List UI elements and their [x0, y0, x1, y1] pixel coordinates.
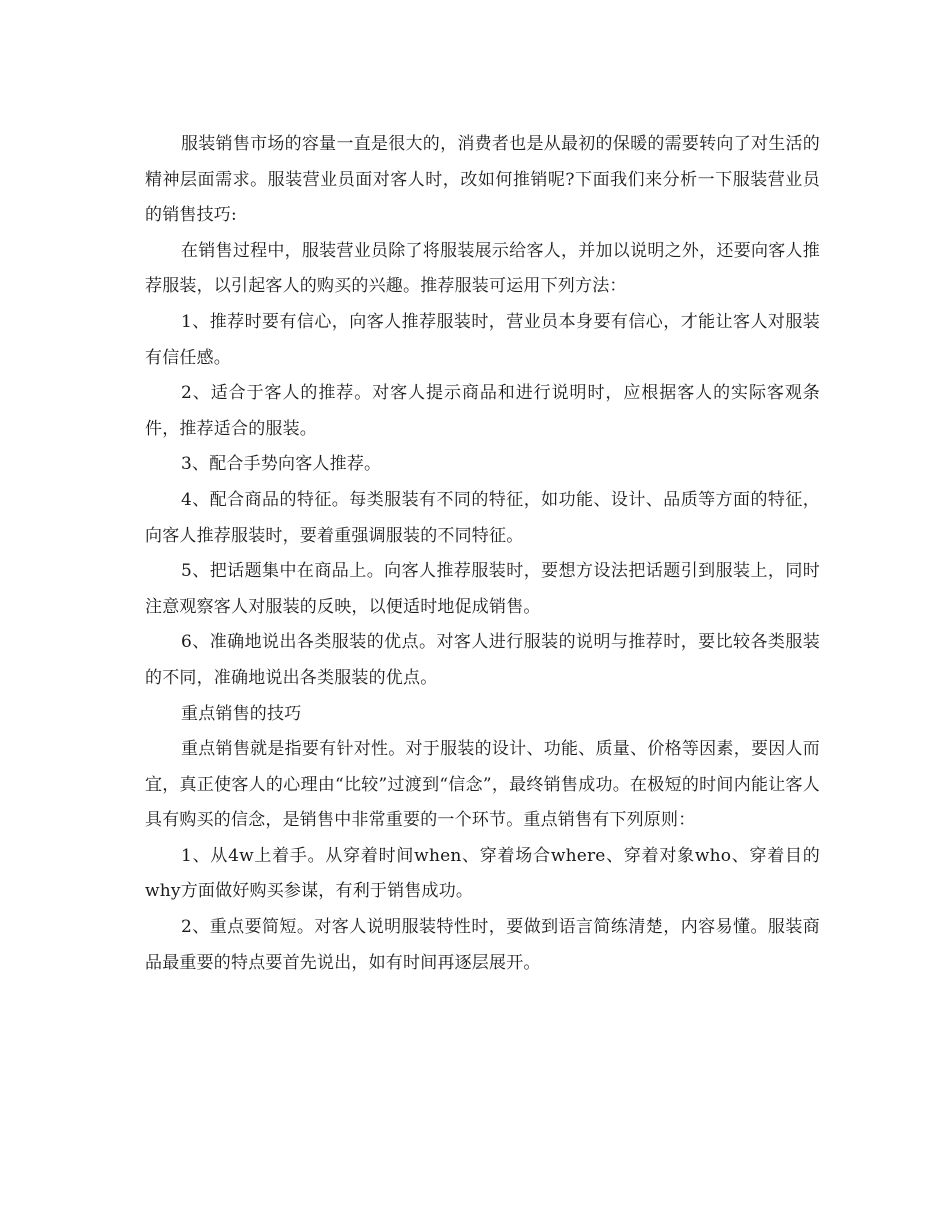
paragraph-principle-2: 2、重点要简短。对客人说明服装特性时，要做到语言简练清楚，内容易懂。服装商品最重要的特点要首先说出，如有时间再逐层展开。 [145, 917, 820, 973]
paragraph-method-4: 4、配合商品的特征。每类服装有不同的特征，如功能、设计、品质等方面的特征，向客人推荐服装时，要着重强调服装的不同特征。 [145, 489, 820, 546]
section-heading: 重点销售的技巧 [181, 703, 302, 724]
document-body [145, 127, 820, 981]
paragraph-intro: 服装销售市场的容量一直是很大的，消费者也是从最初的保暖的需要转向了对生活的精神层面需求。服装营业员面对客人时，改如何推销呢?下面我们来分析一下服装营业员的销售技巧: [145, 134, 820, 226]
paragraph-key-sales: 重点销售就是指要有针对性。对于服装的设计、功能、质量、价格等因素，要因人而宜，真正使客人的心理由“比较”过渡到“信念”，最终销售成功。在极短的时间内能让客人具有购买的信念，是销售中非常重要的一个环节。重点销售有下列原则： [145, 739, 820, 831]
paragraph-method-5: 5、把话题集中在商品上。向客人推荐服装时，要想方设法把话题引到服装上，同时注意观察客人对服装的反映，以便适时地促成销售。 [145, 561, 820, 617]
paragraph-method-3: 3、配合手势向客人推荐。 [181, 454, 382, 475]
paragraph-method-2: 2、适合于客人的推荐。对客人提示商品和进行说明时，应根据客人的实际客观条件，推荐适合的服装。 [145, 383, 820, 439]
paragraph-recommend-intro: 在销售过程中，服装营业员除了将服装展示给客人，并加以说明之外，还要向客人推荐服装，以引起客人的购买的兴趣。推荐服装可运用下列方法： [145, 240, 820, 297]
paragraph-method-1: 1、推荐时要有信心，向客人推荐服装时，营业员本身要有信心，才能让客人对服装有信任感。 [145, 311, 820, 368]
paragraph-method-6: 6、准确地说出各类服装的优点。对客人进行服装的说明与推荐时，要比较各类服装的不同，准确地说出各类服装的优点。 [145, 632, 820, 688]
paragraph-principle-1: 1、从4w上着手。从穿着时间when、穿着场合where、穿着对象who、穿着目的why方面做好购买参谋，有利于销售成功。 [145, 845, 820, 902]
